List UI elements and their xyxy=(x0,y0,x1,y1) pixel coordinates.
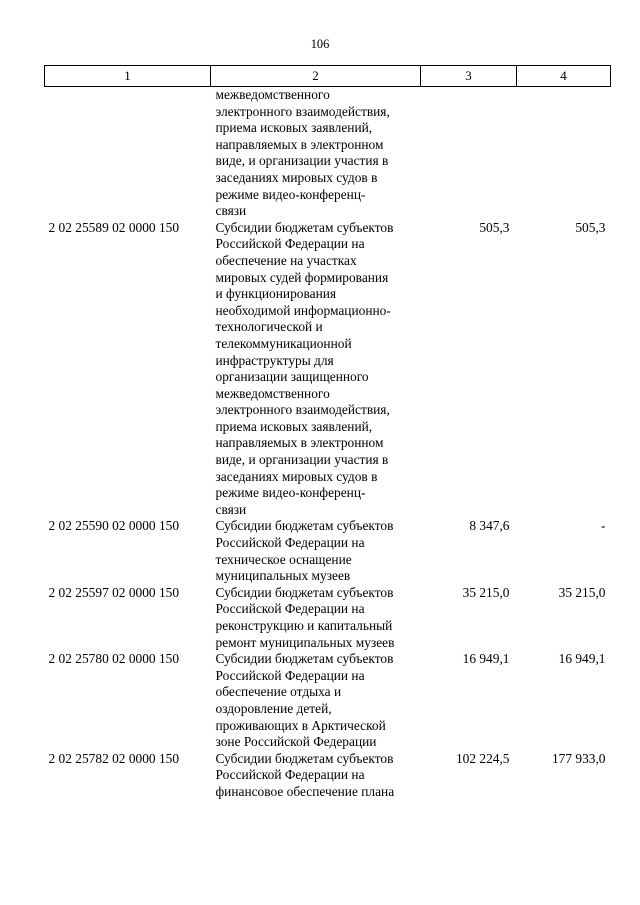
income-name xyxy=(211,751,421,801)
income-code: 2 02 25590 02 0000 150 xyxy=(48,518,180,534)
income-name xyxy=(211,220,421,519)
income-name-line: приема исковых заявлений, xyxy=(215,418,373,434)
income-name-line: режиме видео-конференц- xyxy=(215,186,366,202)
income-name-line: Субсидии бюджетам субъектов xyxy=(215,750,394,766)
income-name-line: электронного взаимодействия, xyxy=(215,402,390,418)
income-name-line: Российской Федерации на xyxy=(215,601,365,617)
income-name-line: направляемых в электронном xyxy=(215,136,384,152)
income-name-line: межведомственного xyxy=(215,385,330,401)
income-name-line: Субсидии бюджетам субъектов xyxy=(215,219,394,235)
income-code: 2 02 25589 02 0000 150 xyxy=(48,219,180,235)
amount-col4: 505,3 xyxy=(575,219,606,235)
table-row xyxy=(45,87,611,220)
income-code: 2 02 25597 02 0000 150 xyxy=(48,584,180,600)
income-name-line: виде, и организации участия в xyxy=(215,153,389,169)
income-name-line: Российской Федерации на xyxy=(215,236,365,252)
income-name-line: ремонт муниципальных музеев xyxy=(215,634,395,650)
page-number: 106 xyxy=(310,37,330,51)
income-name-line: Российской Федерации на xyxy=(215,535,365,551)
table-body xyxy=(45,87,611,801)
income-name-line: связи xyxy=(215,203,247,219)
income-code: 2 02 25780 02 0000 150 xyxy=(48,651,180,667)
column-header-4: 4 xyxy=(517,66,611,87)
amount-col4 xyxy=(517,87,611,220)
income-name-line: оздоровление детей, xyxy=(215,700,332,716)
income-name-line: муниципальных музеев xyxy=(215,568,351,584)
table-row xyxy=(45,751,611,801)
income-name-line: межведомственного xyxy=(215,87,330,102)
income-name-line: организации защищенного xyxy=(215,369,369,385)
income-name-line: проживающих в Арктической xyxy=(215,717,386,733)
income-name-line: телекоммуникационной xyxy=(215,335,352,351)
amount-col3 xyxy=(421,87,517,220)
income-name-line: обеспечение на участках xyxy=(215,252,357,268)
income-name-line: техническое оснащение xyxy=(215,551,352,567)
budget-table xyxy=(44,65,611,801)
table-row xyxy=(45,585,611,651)
income-name-line: обеспечение отдыха и xyxy=(215,684,342,700)
income-name xyxy=(211,651,421,751)
table-header-row xyxy=(45,66,611,87)
income-name xyxy=(211,518,421,584)
amount-col3: 35 215,0 xyxy=(462,584,510,600)
income-name-line: режиме видео-конференц- xyxy=(215,485,366,501)
income-name-line: заседаниях мировых судов в xyxy=(215,169,378,185)
income-name xyxy=(211,87,421,220)
income-name-line: технологической и xyxy=(215,319,323,335)
income-name-line: заседаниях мировых судов в xyxy=(215,468,378,484)
income-name-line: необходимой информационно- xyxy=(215,302,391,318)
amount-col4: 177 933,0 xyxy=(551,750,606,766)
amount-col4: 16 949,1 xyxy=(558,651,606,667)
income-name-line: инфраструктуры для xyxy=(215,352,334,368)
income-name-line: приема исковых заявлений, xyxy=(215,120,373,136)
income-name-line: мировых судей формирования xyxy=(215,269,389,285)
income-name-line: финансовое обеспечение плана xyxy=(215,783,395,799)
income-name-line: Российской Федерации на xyxy=(215,767,365,783)
amount-col4: 35 215,0 xyxy=(558,584,606,600)
table-row xyxy=(45,220,611,519)
income-name-line: Субсидии бюджетам субъектов xyxy=(215,651,394,667)
income-name-line: Субсидии бюджетам субъектов xyxy=(215,584,394,600)
income-name-line: зоне Российской Федерации xyxy=(215,734,377,750)
income-code xyxy=(45,87,211,220)
income-name-line: электронного взаимодействия, xyxy=(215,103,390,119)
column-header-1: 1 xyxy=(45,66,211,87)
income-name-line: связи xyxy=(215,501,247,517)
income-name-line: Субсидии бюджетам субъектов xyxy=(215,518,394,534)
income-code: 2 02 25782 02 0000 150 xyxy=(48,750,180,766)
income-name-line: Российской Федерации на xyxy=(215,667,365,683)
income-name-line: виде, и организации участия в xyxy=(215,452,389,468)
income-name-line: реконструкцию и капитальный xyxy=(215,618,393,633)
amount-col3: 8 347,6 xyxy=(469,518,510,534)
column-header-3: 3 xyxy=(421,66,517,87)
amount-col4: - xyxy=(601,518,606,534)
income-name xyxy=(211,585,421,651)
amount-col3: 505,3 xyxy=(479,219,510,235)
income-name-line: и функционирования xyxy=(215,286,337,302)
column-header-2: 2 xyxy=(211,66,421,87)
table-row xyxy=(45,651,611,751)
income-name-line: направляемых в электронном xyxy=(215,435,384,451)
amount-col3: 102 224,5 xyxy=(455,750,510,766)
amount-col3: 16 949,1 xyxy=(462,651,510,667)
table-row xyxy=(45,518,611,584)
